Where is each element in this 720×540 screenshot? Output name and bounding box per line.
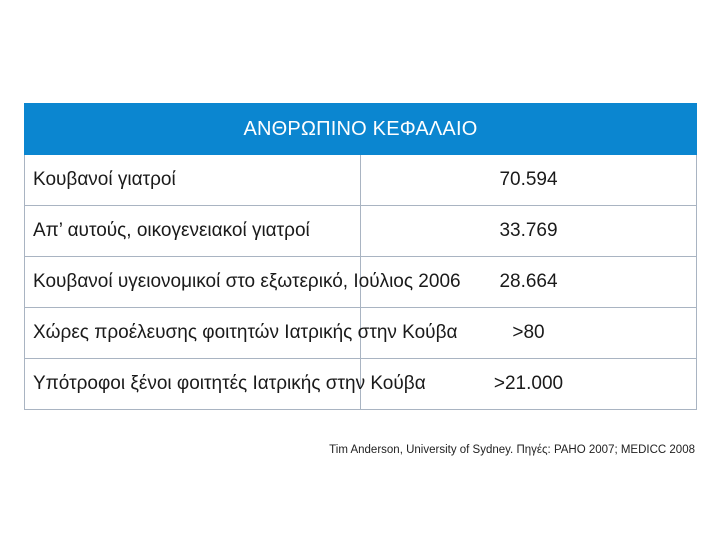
row-value: >80 <box>361 308 697 359</box>
row-label: Κουβανοί γιατροί <box>25 155 361 206</box>
table-row <box>25 308 697 359</box>
row-label: Υπότροφοι ξένοι φοιτητές Ιατρικής στην Κούβα <box>25 359 361 410</box>
source-caption: Tim Anderson, University of Sydney. Πηγές: PAHO 2007; MEDICC 2008 <box>329 444 695 456</box>
table-row <box>25 257 697 308</box>
table-row <box>25 155 697 206</box>
row-value: 33.769 <box>361 206 697 257</box>
row-label: Χώρες προέλευσης φοιτητών Ιατρικής στην Κούβα <box>25 308 361 359</box>
row-value: 70.594 <box>361 155 697 206</box>
table-header-row <box>25 104 697 155</box>
table-row <box>25 359 697 410</box>
row-value: >21.000 <box>361 359 697 410</box>
human-capital-table <box>24 103 697 410</box>
table-title: ΑΝΘΡΩΠΙΝΟ ΚΕΦΑΛΑΙΟ <box>25 104 697 155</box>
row-label: Κουβανοί υγειονομικοί στο εξωτερικό, Ιούλιος 2006 <box>25 257 361 308</box>
human-capital-table-container <box>24 103 697 410</box>
row-value: 28.664 <box>361 257 697 308</box>
table-row <box>25 206 697 257</box>
row-label: Απ’ αυτούς, οικογενειακοί γιατροί <box>25 206 361 257</box>
